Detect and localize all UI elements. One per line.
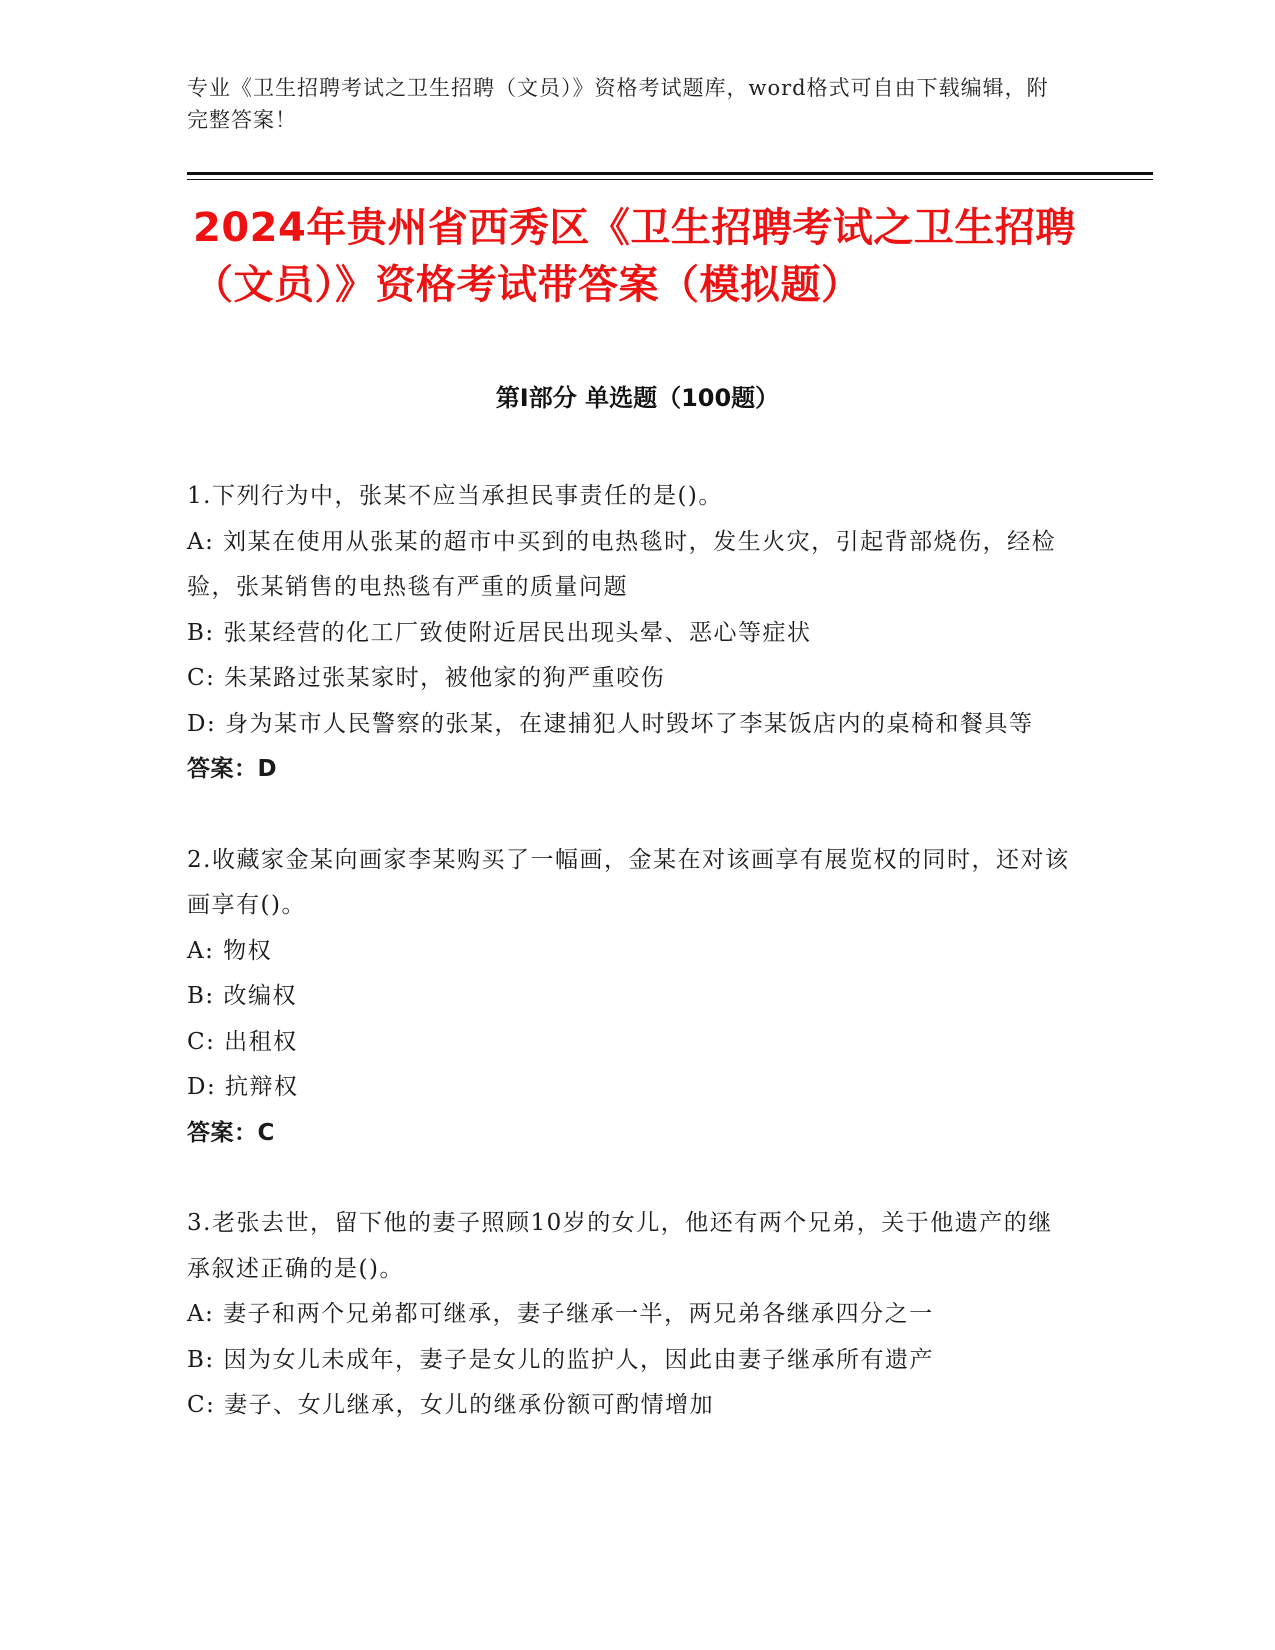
question-stem: 3.老张去世，留下他的妻子照顾10岁的女儿，他还有两个兄弟，关于他遗产的继承叙述正确的是()。 xyxy=(187,1210,1053,1282)
document-title: 2024年贵州省西秀区《卫生招聘考试之卫生招聘（文员）》资格考试带答案（模拟题） xyxy=(193,205,1076,308)
question-1 xyxy=(187,474,1077,793)
question-3 xyxy=(187,1201,1077,1429)
option-b: B: 改编权 xyxy=(187,983,297,1009)
option-d: D: 身为某市人民警察的张某，在逮捕犯人时毁坏了李某饭店内的桌椅和餐具等 xyxy=(187,710,1034,737)
option-b: B: 张某经营的化工厂致使附近居民出现头晕、恶心等症状 xyxy=(187,619,812,646)
answer: 答案：C xyxy=(187,1119,275,1146)
option-a: A: 妻子和两个兄弟都可继承，妻子继承一半，两兄弟各继承四分之一 xyxy=(187,1301,934,1327)
option-d: D: 抗辩权 xyxy=(187,1074,299,1100)
option-a: A: 刘某在使用从张某的超市中买到的电热毯时，发生火灾，引起背部烧伤，经检验，张某销售的电热毯有严重的质量问题 xyxy=(187,528,1057,600)
option-a: A: 物权 xyxy=(187,937,273,964)
question-2 xyxy=(187,838,1077,1157)
option-b: B: 因为女儿未成年，妻子是女儿的监护人，因此由妻子继承所有遗产 xyxy=(187,1346,934,1373)
answer: 答案：D xyxy=(187,756,278,782)
option-c: C: 妻子、女儿继承，女儿的继承份额可酌情增加 xyxy=(187,1392,715,1418)
header-note: 专业《卫生招聘考试之卫生招聘（文员）》资格考试题库，word格式可自由下载编辑，附完整答案！ xyxy=(187,76,1049,132)
question-stem: 2.收藏家金某向画家李某购买了一幅画，金某在对该画享有展览权的同时，还对该画享有()。 xyxy=(187,846,1070,918)
question-list xyxy=(187,474,1077,1474)
question-stem: 1.下列行为中，张某不应当承担民事责任的是()。 xyxy=(187,483,723,509)
option-c: C: 出租权 xyxy=(187,1028,298,1055)
header-divider-thin xyxy=(187,179,1153,180)
header-divider-thick xyxy=(187,172,1153,175)
section-title: 第Ⅰ部分 单选题（100题） xyxy=(495,384,780,412)
option-c: C: 朱某路过张某家时，被他家的狗严重咬伤 xyxy=(187,665,666,691)
